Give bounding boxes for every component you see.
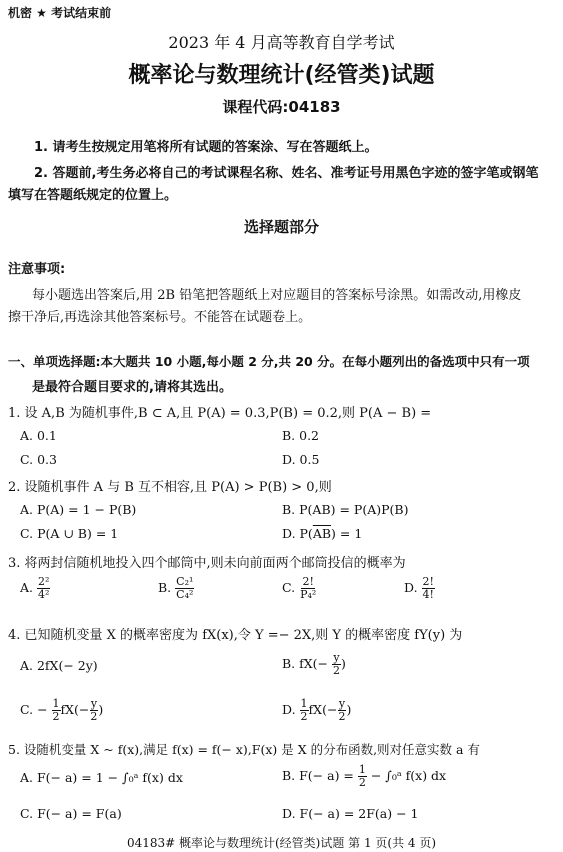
- q4-option-a: A. 2fX(− 2y): [20, 658, 98, 673]
- q2-d-overline: $\overline{AB}$: [312, 526, 332, 541]
- attention-heading: 注意事项:: [8, 262, 66, 277]
- q3-b-den: C₄²: [176, 588, 194, 601]
- q4-d-suffix: ): [346, 702, 352, 717]
- part1-heading-1: 一、单项选择题:本大题共 10 小题,每小题 2 分,共 20 分。在每小题列出的备选项中只有一项: [8, 354, 530, 369]
- q5-option-a: A. F(− a) = 1 − ∫₀ᵃ f(x) dx: [20, 770, 183, 785]
- q4-d-fraction-1: [300, 698, 309, 723]
- q3-option-d: [404, 576, 435, 601]
- q1-option-d: D. 0.5: [282, 452, 320, 467]
- q4-b-num: y: [333, 651, 340, 664]
- q4-c-mid: fX(−: [60, 702, 90, 717]
- q2-d-suffix: ) = 1: [331, 526, 363, 541]
- q2-d-prefix: D. P(: [282, 526, 313, 541]
- q4-c-num-2: y: [90, 697, 98, 710]
- q1-option-c: C. 0.3: [20, 452, 57, 467]
- q3-d-label: D.: [404, 580, 418, 595]
- q1-option-a: A. 0.1: [20, 428, 57, 443]
- q3-a-num: 2²: [38, 575, 50, 588]
- q3-option-c: [282, 576, 317, 601]
- q5-option-d: D. F(− a) = 2F(a) − 1: [282, 806, 419, 821]
- exam-session: 2023 年 4 月高等教育自学考试: [168, 33, 395, 52]
- q1-option-b: B. 0.2: [282, 428, 320, 443]
- q4-c-den-1: 2: [52, 710, 60, 723]
- note-2a: 2. 答题前,考生务必将自己的考试课程名称、姓名、准考证号用黑色字迹的签字笔或钢笔: [34, 166, 539, 181]
- q4-d-den-2: 2: [338, 710, 346, 723]
- note-2b: 填写在答题纸规定的位置上。: [8, 188, 178, 203]
- q2-option-b: B. P(AB) = P(A)P(B): [282, 502, 409, 517]
- q4-d-mid: fX(−: [308, 702, 338, 717]
- q5-b-suffix: − ∫₀ᵃ f(x) dx: [370, 768, 447, 783]
- q3-d-num: 2!: [422, 575, 434, 588]
- q3-d-den: 4!: [422, 588, 434, 601]
- q5-b-prefix: B. F(− a) =: [282, 768, 354, 783]
- q4-b-suffix: ): [341, 656, 346, 671]
- q4-d-prefix: D.: [282, 702, 296, 717]
- page-footer: 04183# 概率论与数理统计(经管类)试题 第 1 页(共 4 页): [126, 836, 437, 850]
- q3-b-num: C₂¹: [176, 575, 194, 588]
- q3-a-fraction: [37, 576, 50, 601]
- q5-b-den: 2: [358, 776, 366, 789]
- q3-a-den: 4²: [38, 588, 50, 601]
- q5-b-num: 1: [358, 763, 366, 776]
- q3-c-fraction: [299, 576, 317, 601]
- q3-stem: 3. 将两封信随机地投入四个邮筒中,则未向前面两个邮筒投信的概率为: [8, 556, 406, 571]
- part1-heading-2: 是最符合题目要求的,请将其选出。: [32, 380, 232, 395]
- q2-option-a: A. P(A) = 1 − P(B): [20, 502, 137, 517]
- q3-c-label: C.: [282, 580, 296, 595]
- note-1: 1. 请考生按规定用笔将所有试题的答案涂、写在答题纸上。: [34, 140, 378, 155]
- q4-b-den: 2: [333, 664, 340, 677]
- q3-b-fraction: [175, 576, 194, 601]
- q4-option-d: [282, 698, 351, 723]
- q4-c-num-1: 1: [52, 697, 60, 710]
- q3-option-a: [20, 576, 50, 601]
- q4-b-fraction: [332, 652, 341, 677]
- q4-c-den-2: 2: [90, 710, 98, 723]
- q2-option-c: C. P(A ∪ B) = 1: [20, 526, 119, 541]
- q3-b-label: B.: [158, 580, 172, 595]
- q4-c-fraction-1: [52, 698, 61, 723]
- attention-line-2: 擦干净后,再选涂其他答案标号。不能答在试题卷上。: [8, 310, 312, 325]
- attention-line-1: 每小题选出答案后,用 2B 铅笔把答题纸上对应题目的答案标号涂黑。如需改动,用橡皮: [32, 288, 522, 303]
- q3-d-fraction: [422, 576, 435, 601]
- q4-option-b: [282, 652, 346, 677]
- q4-d-den-1: 2: [300, 710, 308, 723]
- course-code: 课程代码:04183: [222, 98, 341, 116]
- q3-option-b: [158, 576, 194, 601]
- q4-option-c: [20, 698, 103, 723]
- q5-option-c: C. F(− a) = F(a): [20, 806, 122, 821]
- q3-a-label: A.: [20, 580, 34, 595]
- q4-c-prefix: C. −: [20, 702, 48, 717]
- q3-c-den: P₄²: [300, 588, 317, 601]
- q5-b-fraction: [358, 764, 367, 789]
- q4-c-suffix: ): [98, 702, 104, 717]
- page-title: 概率论与数理统计(经管类)试题: [128, 63, 435, 88]
- q4-b-prefix: B. fX(−: [282, 656, 329, 671]
- q2-option-d: [282, 526, 362, 541]
- q3-c-num: 2!: [302, 575, 314, 588]
- q4-d-num-2: y: [338, 697, 346, 710]
- section-title: 选择题部分: [243, 218, 319, 236]
- q2-stem: 2. 设随机事件 A 与 B 互不相容,且 P(A) > P(B) > 0,则: [8, 480, 332, 495]
- q1-stem: 1. 设 A,B 为随机事件,B ⊂ A,且 P(A) = 0.3,P(B) = 0.2,则 P(A − B) =: [8, 406, 432, 421]
- q4-d-num-1: 1: [300, 697, 308, 710]
- confidential-label: 机密 ★ 考试结束前: [8, 6, 112, 20]
- q4-stem: 4. 已知随机变量 X 的概率密度为 fX(x),令 Y =− 2X,则 Y 的概率密度 fY(y) 为: [8, 628, 463, 643]
- q5-stem: 5. 设随机变量 X ~ f(x),满足 f(x) = f(− x),F(x) 是 X 的分布函数,则对任意实数 a 有: [8, 742, 480, 757]
- q5-option-b: [282, 764, 446, 789]
